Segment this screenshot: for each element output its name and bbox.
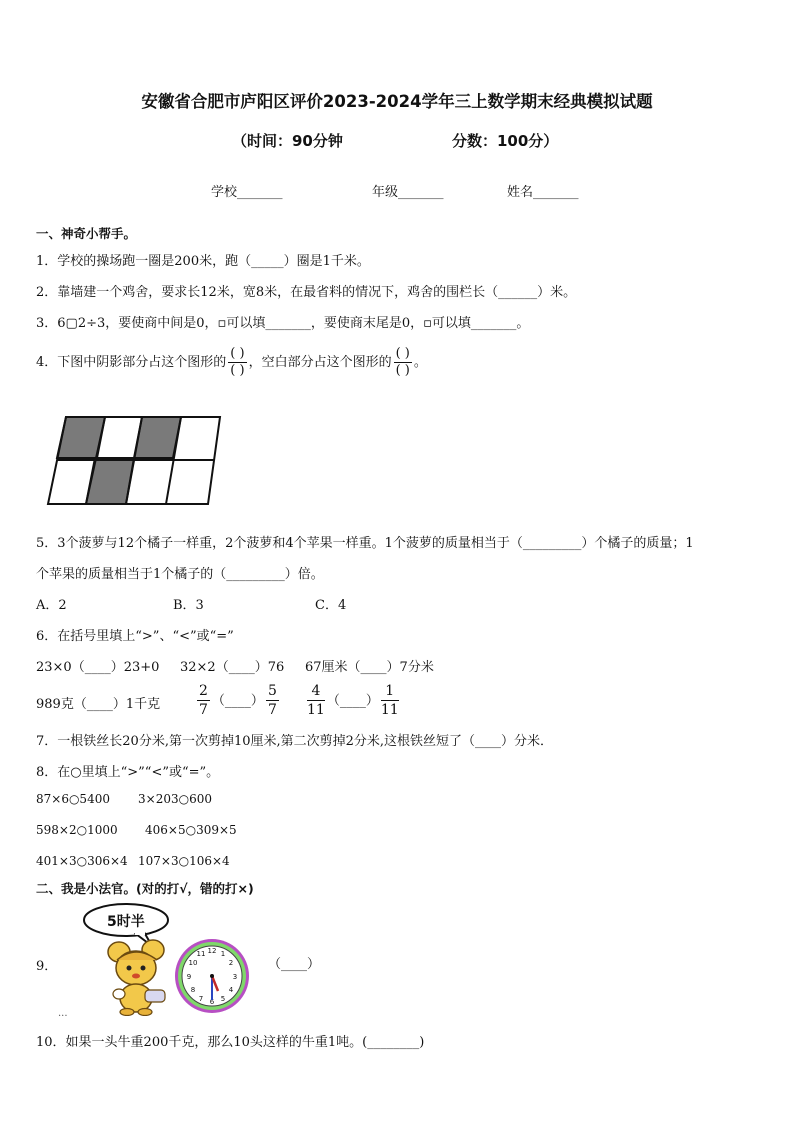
shaded-fraction-blank: $\frac{( )}{( )}$ (230, 346, 245, 378)
clock-icon (172, 936, 252, 1016)
q6-item-d: 989克（____）1千克 (36, 697, 161, 712)
question-8-title: 8．在○里填上“>”“<”或“=”。 (36, 765, 220, 780)
q8-item-c: 598×2○1000 (36, 823, 118, 837)
q6-blank-1: （____） (211, 693, 264, 709)
q6-blank-2: （____） (326, 693, 379, 709)
q8-item-e: 401×3○306×4 (36, 854, 128, 868)
question-7: 7．一根铁丝长20分米,第一次剪掉10厘米,第二次剪掉2分米,这根铁丝短了（____）分米． (36, 734, 554, 749)
svg-text:9: 9 (186, 973, 192, 981)
svg-text:6: 6 (209, 998, 215, 1006)
school-field: 学校_______ (211, 185, 283, 200)
q8-item-a: 87×6○5400 (36, 792, 110, 806)
blank-fraction-blank: $\frac{( )}{( )}$ (395, 346, 410, 378)
svg-text:3: 3 (232, 973, 238, 981)
svg-text:4: 4 (228, 986, 234, 994)
svg-text:12: 12 (207, 947, 217, 955)
parallelogram-figure (44, 412, 228, 510)
q6-fraction-compare-2 (305, 682, 401, 719)
section2-heading: 二、我是小法官。(对的打√，错的打×) (36, 881, 254, 896)
option-c: C．4 (315, 598, 347, 613)
fraction-4-11: $\frac{4}{11}$ (307, 683, 325, 718)
section1-heading: 一、神奇小帮手。 (36, 226, 137, 241)
fraction-2-7: $\frac{2}{7}$ (199, 683, 208, 718)
question-10: 10．如果一头牛重200千克，那么10头这样的牛重1吨。(________) (36, 1035, 425, 1050)
fraction-1-11: $\frac{1}{11}$ (380, 683, 399, 718)
option-b: B．3 (173, 598, 204, 613)
svg-text:11: 11 (196, 950, 206, 958)
question-9-blank: （____） (268, 957, 321, 972)
question-5-line1: 5．3个菠萝与12个橘子一样重，2个菠萝和4个苹果一样重。1个菠萝的质量相当于（_________）个橘子的质量；1 (36, 536, 694, 551)
question-2: 2．靠墙建一个鸡舍，要求长12米，宽8米，在最省料的情况下，鸡舍的围栏长（______）米。 (36, 285, 577, 300)
question-1: 1．学校的操场跑一圈是200米，跑（_____）圈是1千米。 (36, 254, 370, 269)
question-4 (36, 346, 427, 379)
speech-bubble-text: 5时半 (107, 914, 145, 930)
q8-item-f: 107×3○106×4 (138, 854, 230, 868)
svg-text:10: 10 (188, 959, 198, 967)
question-4-text-a: 4．下图中阴影部分占这个图形的 (36, 355, 227, 370)
question-4-text-b: ，空白部分占这个图形的 (248, 355, 392, 370)
name-field: 姓名_______ (507, 185, 579, 200)
q6-item-a: 23×0（____）23+0 (36, 660, 160, 675)
question-4-text-c: 。 (413, 355, 427, 370)
exam-time: （时间：90分钟 (232, 132, 343, 150)
question-3: 3．6▢2÷3，要使商中间是0，▫可以填_______，要使商末尾是0，▫可以填_______。 (36, 316, 530, 331)
question-9-dots: ... (58, 1008, 68, 1019)
grade-field: 年级_______ (372, 185, 444, 200)
svg-text:5: 5 (220, 995, 226, 1003)
q6-fraction-compare-1 (195, 682, 281, 719)
svg-text:1: 1 (220, 950, 226, 958)
svg-text:7: 7 (198, 995, 204, 1003)
question-9-label: 9． (36, 959, 58, 974)
svg-text:8: 8 (190, 986, 196, 994)
q8-item-b: 3×203○600 (138, 792, 212, 806)
q8-item-d: 406×5○309×5 (145, 823, 237, 837)
fraction-5-7: $\frac{5}{7}$ (267, 683, 277, 718)
q6-item-b: 32×2（____）76 (180, 660, 285, 675)
mouse-icon (103, 938, 173, 1016)
question-6-title: 6．在括号里填上“>”、“<”或“=” (36, 629, 234, 644)
q6-item-c: 67厘米（____）7分米 (305, 660, 434, 675)
page-title: 安徽省合肥市庐阳区评价2023-2024学年三上数学期末经典模拟试题 (141, 92, 653, 111)
option-a: A．2 (36, 598, 67, 613)
exam-score: 分数：100分） (452, 132, 559, 150)
svg-text:2: 2 (228, 959, 234, 967)
question-5-line2: 个苹果的质量相当于1个橘子的（_________）倍。 (36, 567, 324, 582)
